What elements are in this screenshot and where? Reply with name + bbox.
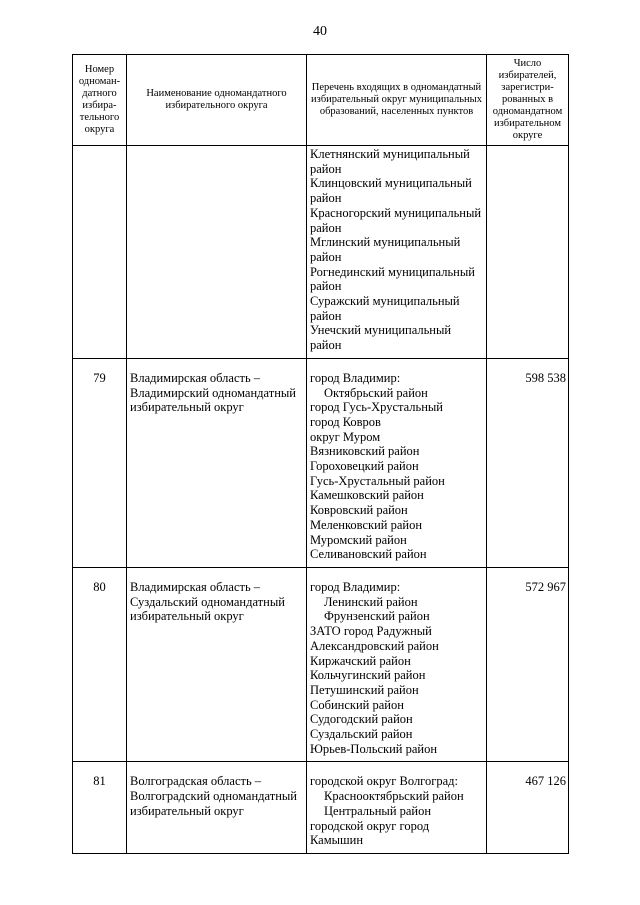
header-list: Перечень входящих в одномандатный избирательный округ муниципальных образований, населенных пунктов [307, 55, 487, 146]
district-name-line: Владимирский одномандатный [130, 385, 296, 400]
municipality-item: Юрьев-Польский район [310, 741, 438, 756]
district-number: 80 [73, 567, 127, 761]
header-name: Наименование одномандатного избирательного округа [127, 55, 307, 146]
municipality-item: ЗАТО город Радужный [310, 624, 432, 639]
municipality-list [307, 358, 487, 567]
municipality-item: городской округ город Камышин [310, 818, 430, 848]
table-header [73, 55, 569, 146]
district-number: 81 [73, 762, 127, 854]
municipality-item: Краснооктябрьский район [324, 789, 464, 804]
municipality-list [307, 567, 487, 761]
municipality-item: Селивановский район [310, 547, 427, 562]
municipality-item: Киржачский район [310, 653, 411, 668]
table-row [73, 358, 569, 567]
municipality-item: Октябрьский район [324, 385, 428, 400]
header-voters: Число избирателей, зарегистри-рованных в одномандатном избирательном округе [487, 55, 569, 146]
voter-count [487, 146, 569, 359]
district-name [127, 146, 307, 359]
municipality-item: Мглинский муниципальный район [310, 235, 461, 264]
municipality-item: Клинцовский муниципальный район [310, 176, 472, 206]
municipality-item: город Владимир: [310, 370, 401, 385]
district-name-line: избирательный округ [130, 803, 244, 818]
table-row [73, 567, 569, 761]
table-row [73, 762, 569, 854]
municipality-item: Александровский район [310, 638, 439, 653]
municipality-item: Гусь-Хрустальный район [310, 473, 445, 488]
municipality-item: Рогнединский муниципальный район [310, 264, 475, 294]
district-name-line: Владимирская область – [130, 579, 261, 594]
municipality-list [307, 146, 487, 359]
municipality-item: Судогодский район [310, 712, 413, 727]
municipality-item: Фрунзенский район [324, 609, 430, 624]
municipality-item: Камешковский район [310, 488, 424, 503]
page-number: 40 [313, 24, 327, 39]
municipality-item: Вязниковский район [310, 444, 420, 459]
districts-table [72, 54, 569, 854]
municipality-item: Ленинский район [324, 594, 418, 609]
municipality-item: Суздальский район [310, 727, 413, 742]
district-name-line: избирательный округ [130, 400, 244, 415]
district-name-line: Волгоградская область – [130, 774, 262, 789]
voter-count: 467 126 [487, 762, 569, 854]
municipality-item: город Ковров [310, 414, 381, 429]
municipality-item: город Владимир: [310, 579, 401, 594]
municipality-item: городской округ Волгоград: [310, 774, 459, 789]
header-number: Номер одноман-датного избира-тельного округа [73, 55, 127, 146]
district-name [127, 358, 307, 567]
municipality-item: Гороховецкий район [310, 459, 419, 474]
district-number [73, 146, 127, 359]
municipality-item: Кольчугинский район [310, 668, 426, 683]
municipality-item: Центральный район [324, 803, 432, 818]
district-number: 79 [73, 358, 127, 567]
municipality-item: Красногорский муниципальный район [310, 205, 482, 235]
district-name-line: Суздальский одномандатный [130, 594, 285, 609]
municipality-item: Суражский муниципальный район [310, 294, 460, 323]
municipality-item: Клетнянский муниципальный район [310, 147, 470, 176]
municipality-item: Ковровский район [310, 503, 408, 518]
municipality-item: Петушинский район [310, 682, 419, 697]
table-body [73, 146, 569, 854]
table-row [73, 146, 569, 359]
voter-count: 598 538 [487, 358, 569, 567]
district-name-line: Волгоградский одномандатный [130, 789, 297, 804]
district-name [127, 567, 307, 761]
municipality-list [307, 762, 487, 854]
district-name-line: Владимирская область – [130, 370, 261, 385]
voter-count: 572 967 [487, 567, 569, 761]
municipality-item: округ Муром [310, 429, 381, 444]
municipality-item: Унечский муниципальный район [310, 323, 452, 353]
district-name-line: избирательный округ [130, 609, 244, 624]
municipality-item: город Гусь-Хрустальный [310, 400, 444, 415]
municipality-item: Муромский район [310, 532, 407, 547]
municipality-item: Меленковский район [310, 517, 423, 532]
district-name [127, 762, 307, 854]
municipality-item: Собинский район [310, 697, 404, 712]
